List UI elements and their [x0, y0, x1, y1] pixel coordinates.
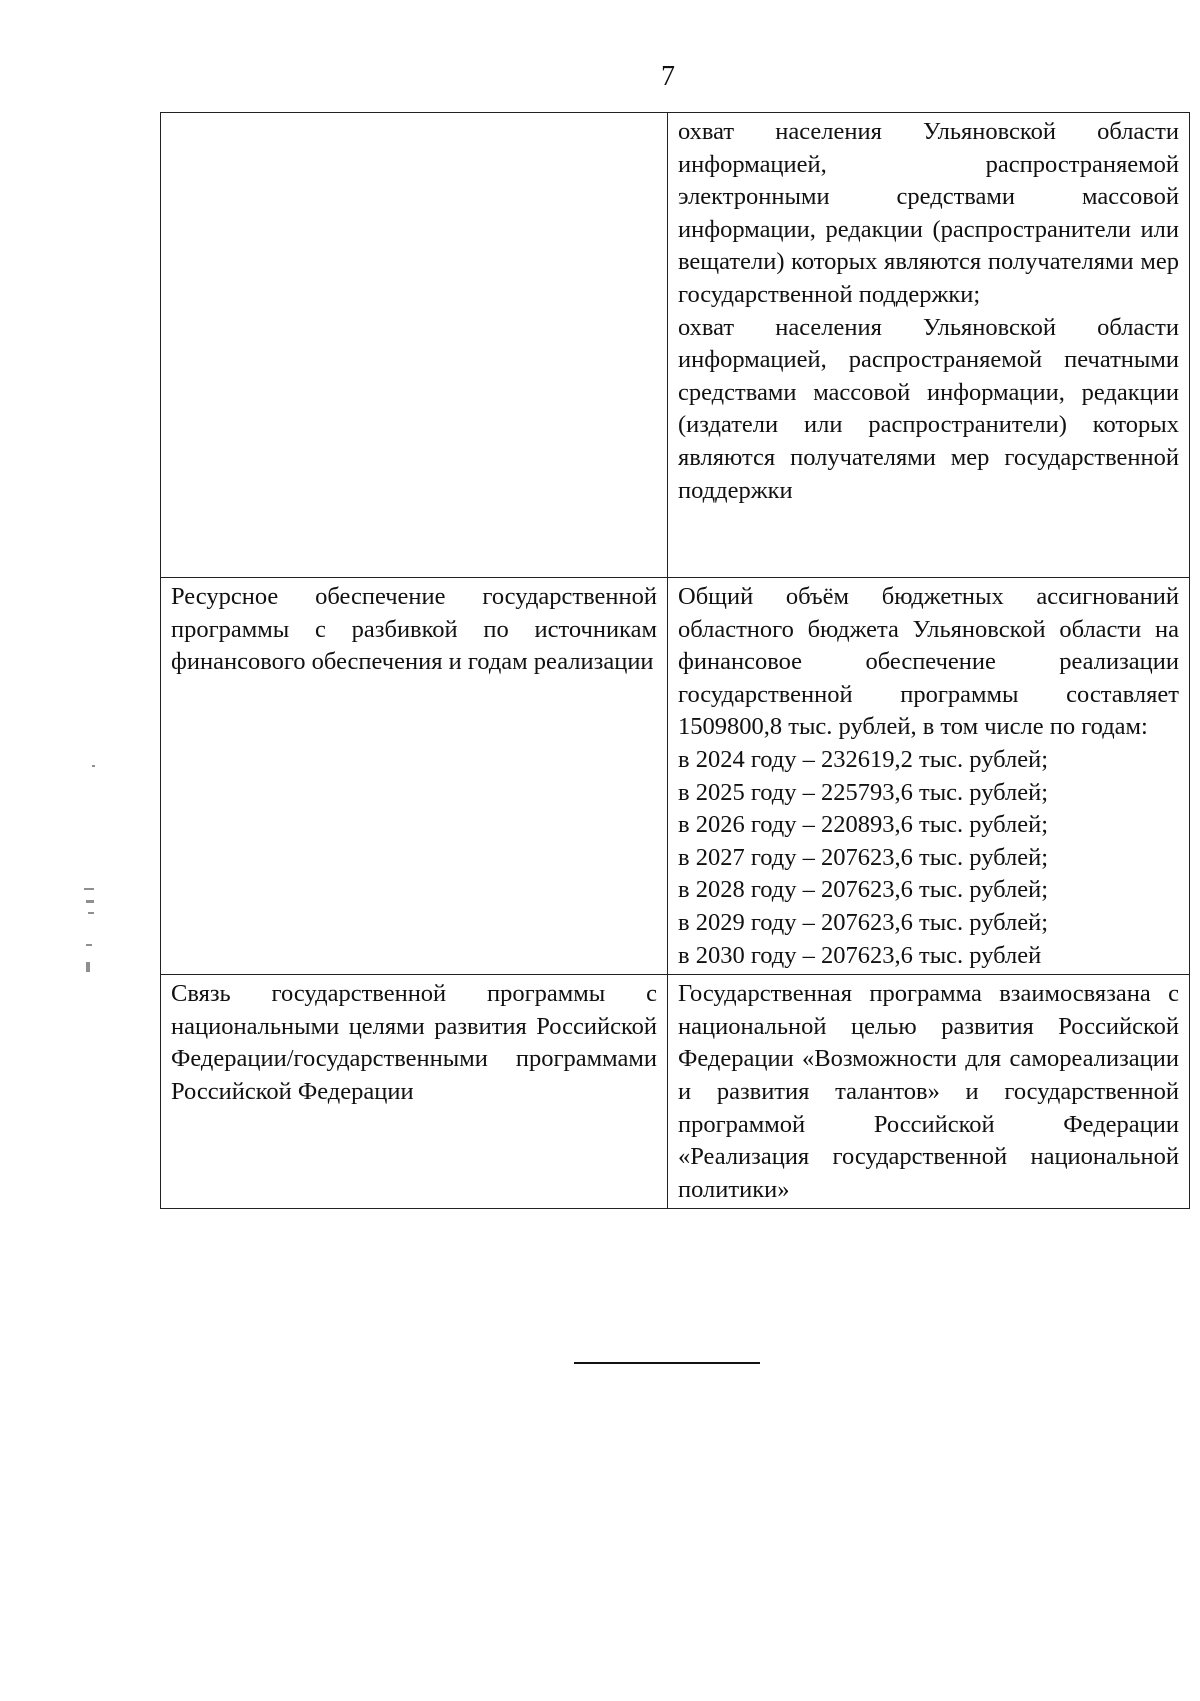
coverage-print-media-text: охват населения Ульяновской области информацией, распространяемой печатными средствами массовой информации, редакции (издатели или распространители) которых являются получателями мер государственной поддержки: [678, 313, 1179, 504]
resource-provision-label: Ресурсное обеспечение государственной программы с разбивкой по источникам финансового обеспечения и годам реализации: [161, 578, 668, 975]
scan-artifact: [86, 944, 92, 946]
scan-artifact: [86, 900, 94, 903]
page-number: 7: [661, 61, 675, 92]
table-cell-left: [161, 113, 668, 578]
national-goals-value: Государственная программа взаимосвязана с национальной целью развития Российской Федерации «Возможности для самореализации и развития талантов» и государственной программой Российской Федерации «Реализация государственной национальной политики»: [668, 975, 1190, 1209]
coverage-electronic-media-text: охват населения Ульяновской области информацией, распространяемой электронными средствами массовой информации, редакции (распространители или вещатели) которых являются получателями мер государственной поддержки;: [678, 118, 1179, 308]
national-goals-label: Связь государственной программы с национальными целями развития Российской Федерации/государственными программами Российской Федерации: [161, 975, 668, 1209]
scan-artifact: [84, 888, 94, 890]
budget-year-line: в 2025 году – 225793,6 тыс. рублей;: [678, 778, 1049, 806]
budget-year-line: в 2028 году – 207623,6 тыс. рублей;: [678, 876, 1049, 904]
table-row: [161, 113, 1190, 578]
table-cell-right: [668, 113, 1190, 578]
passport-table: [160, 112, 1190, 1209]
budget-year-line: в 2030 году – 207623,6 тыс. рублей: [678, 941, 1042, 969]
budget-year-line: в 2026 году – 220893,6 тыс. рублей;: [678, 811, 1049, 839]
passport-table-wrapper: [160, 112, 1179, 1209]
scan-artifact: [86, 962, 90, 972]
scan-artifact: [88, 912, 94, 914]
resource-provision-value: [668, 578, 1190, 975]
budget-year-line: в 2024 году – 232619,2 тыс. рублей;: [678, 745, 1049, 773]
budget-year-line: в 2027 году – 207623,6 тыс. рублей;: [678, 843, 1049, 871]
table-row: [161, 578, 1190, 975]
table-row: [161, 975, 1190, 1209]
budget-year-line: в 2029 году – 207623,6 тыс. рублей;: [678, 908, 1049, 936]
budget-total-text: Общий объём бюджетных ассигнований областного бюджета Ульяновской области на финансовое обеспечение реализации государственной программы составляет 1509800,8 тыс. рублей, в том числе по годам:: [678, 583, 1179, 741]
end-of-document-rule: [574, 1362, 760, 1364]
scan-artifact: [92, 765, 95, 767]
